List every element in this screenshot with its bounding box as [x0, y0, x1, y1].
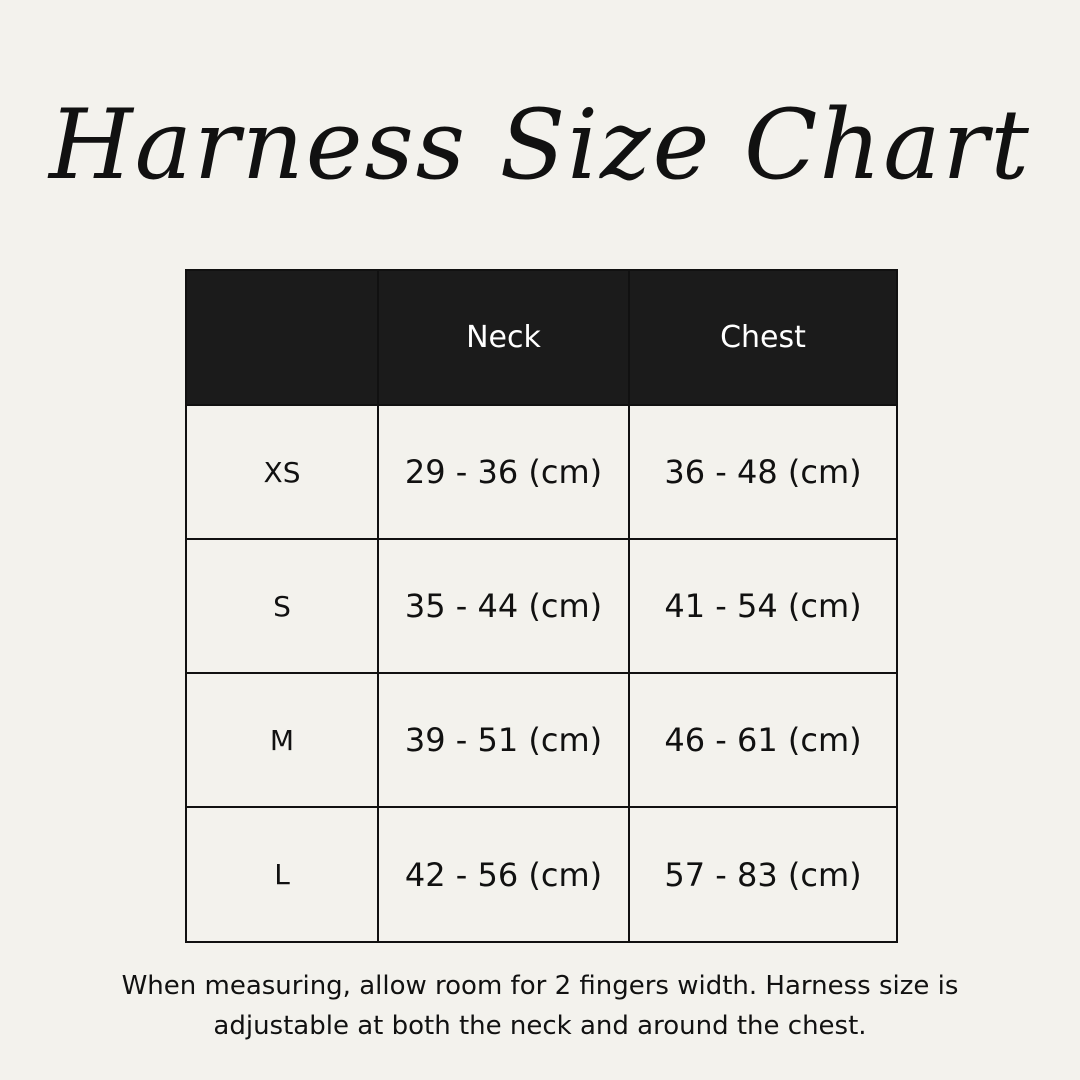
size-cell: L — [186, 807, 378, 942]
size-cell: XS — [186, 405, 378, 539]
note-line-1: When measuring, allow room for 2 fingers width. Harness size is — [121, 971, 959, 1001]
chest-cell: 41 - 54 (cm) — [629, 539, 897, 673]
neck-cell: 29 - 36 (cm) — [378, 405, 629, 539]
chest-cell: 36 - 48 (cm) — [629, 405, 897, 539]
chest-cell: 57 - 83 (cm) — [629, 807, 897, 942]
header-empty-cell — [186, 270, 378, 405]
size-cell: S — [186, 539, 378, 673]
size-cell: M — [186, 673, 378, 807]
table-row — [186, 539, 897, 673]
table-row — [186, 673, 897, 807]
size-table — [185, 269, 898, 943]
table-row — [186, 405, 897, 539]
header-chest: Chest — [629, 270, 897, 405]
neck-cell: 39 - 51 (cm) — [378, 673, 629, 807]
page-title: Harness Size Chart — [49, 89, 1031, 201]
note-line-2: adjustable at both the neck and around the chest. — [213, 1011, 867, 1041]
neck-cell: 35 - 44 (cm) — [378, 539, 629, 673]
measuring-note — [60, 966, 1020, 1046]
header-neck: Neck — [378, 270, 629, 405]
table-header-row — [186, 270, 897, 405]
chest-cell: 46 - 61 (cm) — [629, 673, 897, 807]
neck-cell: 42 - 56 (cm) — [378, 807, 629, 942]
table-row — [186, 807, 897, 942]
